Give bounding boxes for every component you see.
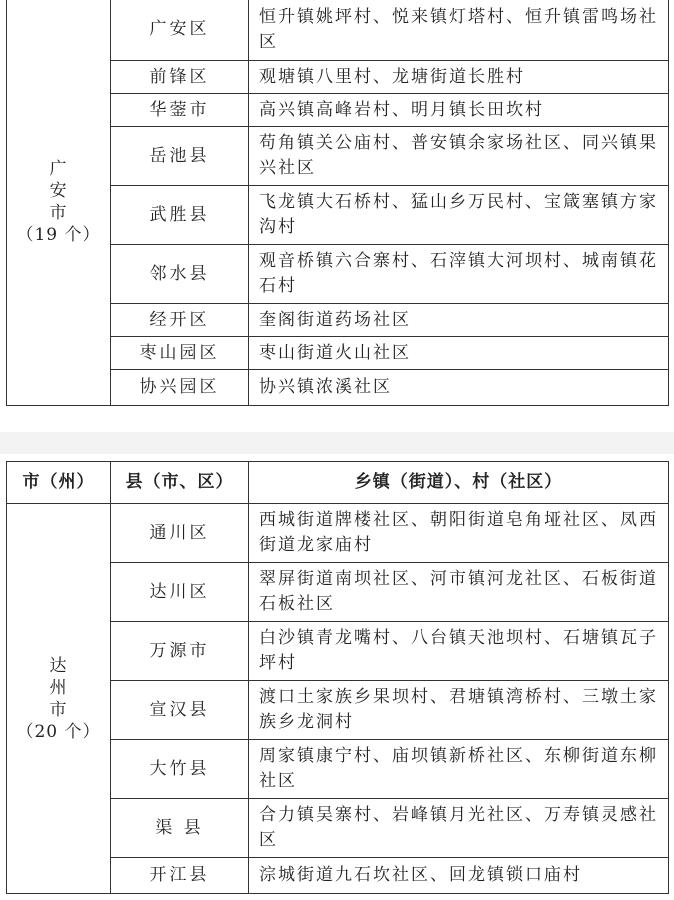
city-cell bbox=[7, 0, 111, 406]
county-cell: 大竹县 bbox=[111, 740, 249, 799]
table-row bbox=[7, 504, 669, 563]
page-gap bbox=[0, 432, 674, 454]
villages-cell: 高兴镇高峰岩村、明月镇长田坎村 bbox=[249, 94, 669, 127]
city-name-char: 达 bbox=[49, 655, 68, 676]
county-cell: 开江县 bbox=[111, 858, 249, 894]
county-cell: 经开区 bbox=[111, 304, 249, 337]
county-cell: 达川区 bbox=[111, 563, 249, 622]
county-cell: 协兴园区 bbox=[111, 370, 249, 406]
villages-cell: 西城街道牌楼社区、朝阳街道皂角垭社区、凤西街道龙家庙村 bbox=[249, 504, 669, 563]
city-name-char: 市 bbox=[49, 699, 68, 720]
villages-cell: 周家镇康宁村、庙坝镇新桥社区、东柳街道东柳社区 bbox=[249, 740, 669, 799]
city-name-char: 市 bbox=[49, 203, 68, 223]
villages-cell: 协兴镇浓溪社区 bbox=[249, 370, 669, 406]
city-cell bbox=[7, 504, 111, 894]
villages-cell: 翠屏街道南坝社区、河市镇河龙社区、石板街道石板社区 bbox=[249, 563, 669, 622]
villages-cell: 观音桥镇六合寨村、石滓镇大河坝村、城南镇花石村 bbox=[249, 245, 669, 304]
city-name-char: 安 bbox=[49, 181, 68, 201]
villages-cell: 枣山街道火山社区 bbox=[249, 337, 669, 370]
county-cell: 通川区 bbox=[111, 504, 249, 563]
villages-cell: 观塘镇八里村、龙塘街道长胜村 bbox=[249, 61, 669, 94]
county-cell: 枣山园区 bbox=[111, 337, 249, 370]
header-county: 县（市、区） bbox=[111, 462, 249, 504]
table-row bbox=[7, 0, 669, 61]
dazhou-table bbox=[6, 461, 669, 894]
city-name-char: 广 bbox=[49, 159, 68, 179]
villages-cell: 奎阁街道药场社区 bbox=[249, 304, 669, 337]
villages-cell: 飞龙镇大石桥村、猛山乡万民村、宝箴塞镇方家沟村 bbox=[249, 186, 669, 245]
county-cell: 渠 县 bbox=[111, 799, 249, 858]
villages-cell: 白沙镇青龙嘴村、八台镇天池坝村、石塘镇瓦子坪村 bbox=[249, 622, 669, 681]
villages-cell: 渡口土家族乡果坝村、君塘镇湾桥村、三墩土家族乡龙洞村 bbox=[249, 681, 669, 740]
city-count: （19 个） bbox=[16, 225, 101, 245]
header-villages: 乡镇（街道）、村（社区） bbox=[249, 462, 669, 504]
city-count: （20 个） bbox=[16, 721, 101, 742]
city-name-char: 州 bbox=[49, 677, 68, 698]
guangan-table bbox=[6, 0, 669, 406]
county-cell: 岳池县 bbox=[111, 127, 249, 186]
county-cell: 前锋区 bbox=[111, 61, 249, 94]
county-cell: 广安区 bbox=[111, 0, 249, 61]
villages-cell: 合力镇吴寨村、岩峰镇月光社区、万寿镇灵感社区 bbox=[249, 799, 669, 858]
villages-cell: 恒升镇姚坪村、悦来镇灯塔村、恒升镇雷鸣场社区 bbox=[249, 0, 669, 61]
villages-cell: 淙城街道九石坎社区、回龙镇锁口庙村 bbox=[249, 858, 669, 894]
county-cell: 万源市 bbox=[111, 622, 249, 681]
header-row bbox=[7, 462, 669, 504]
villages-cell: 苟角镇关公庙村、普安镇余家场社区、同兴镇果兴社区 bbox=[249, 127, 669, 186]
county-cell: 华蓥市 bbox=[111, 94, 249, 127]
county-cell: 武胜县 bbox=[111, 186, 249, 245]
header-city: 市（州） bbox=[7, 462, 111, 504]
county-cell: 邻水县 bbox=[111, 245, 249, 304]
county-cell: 宣汉县 bbox=[111, 681, 249, 740]
